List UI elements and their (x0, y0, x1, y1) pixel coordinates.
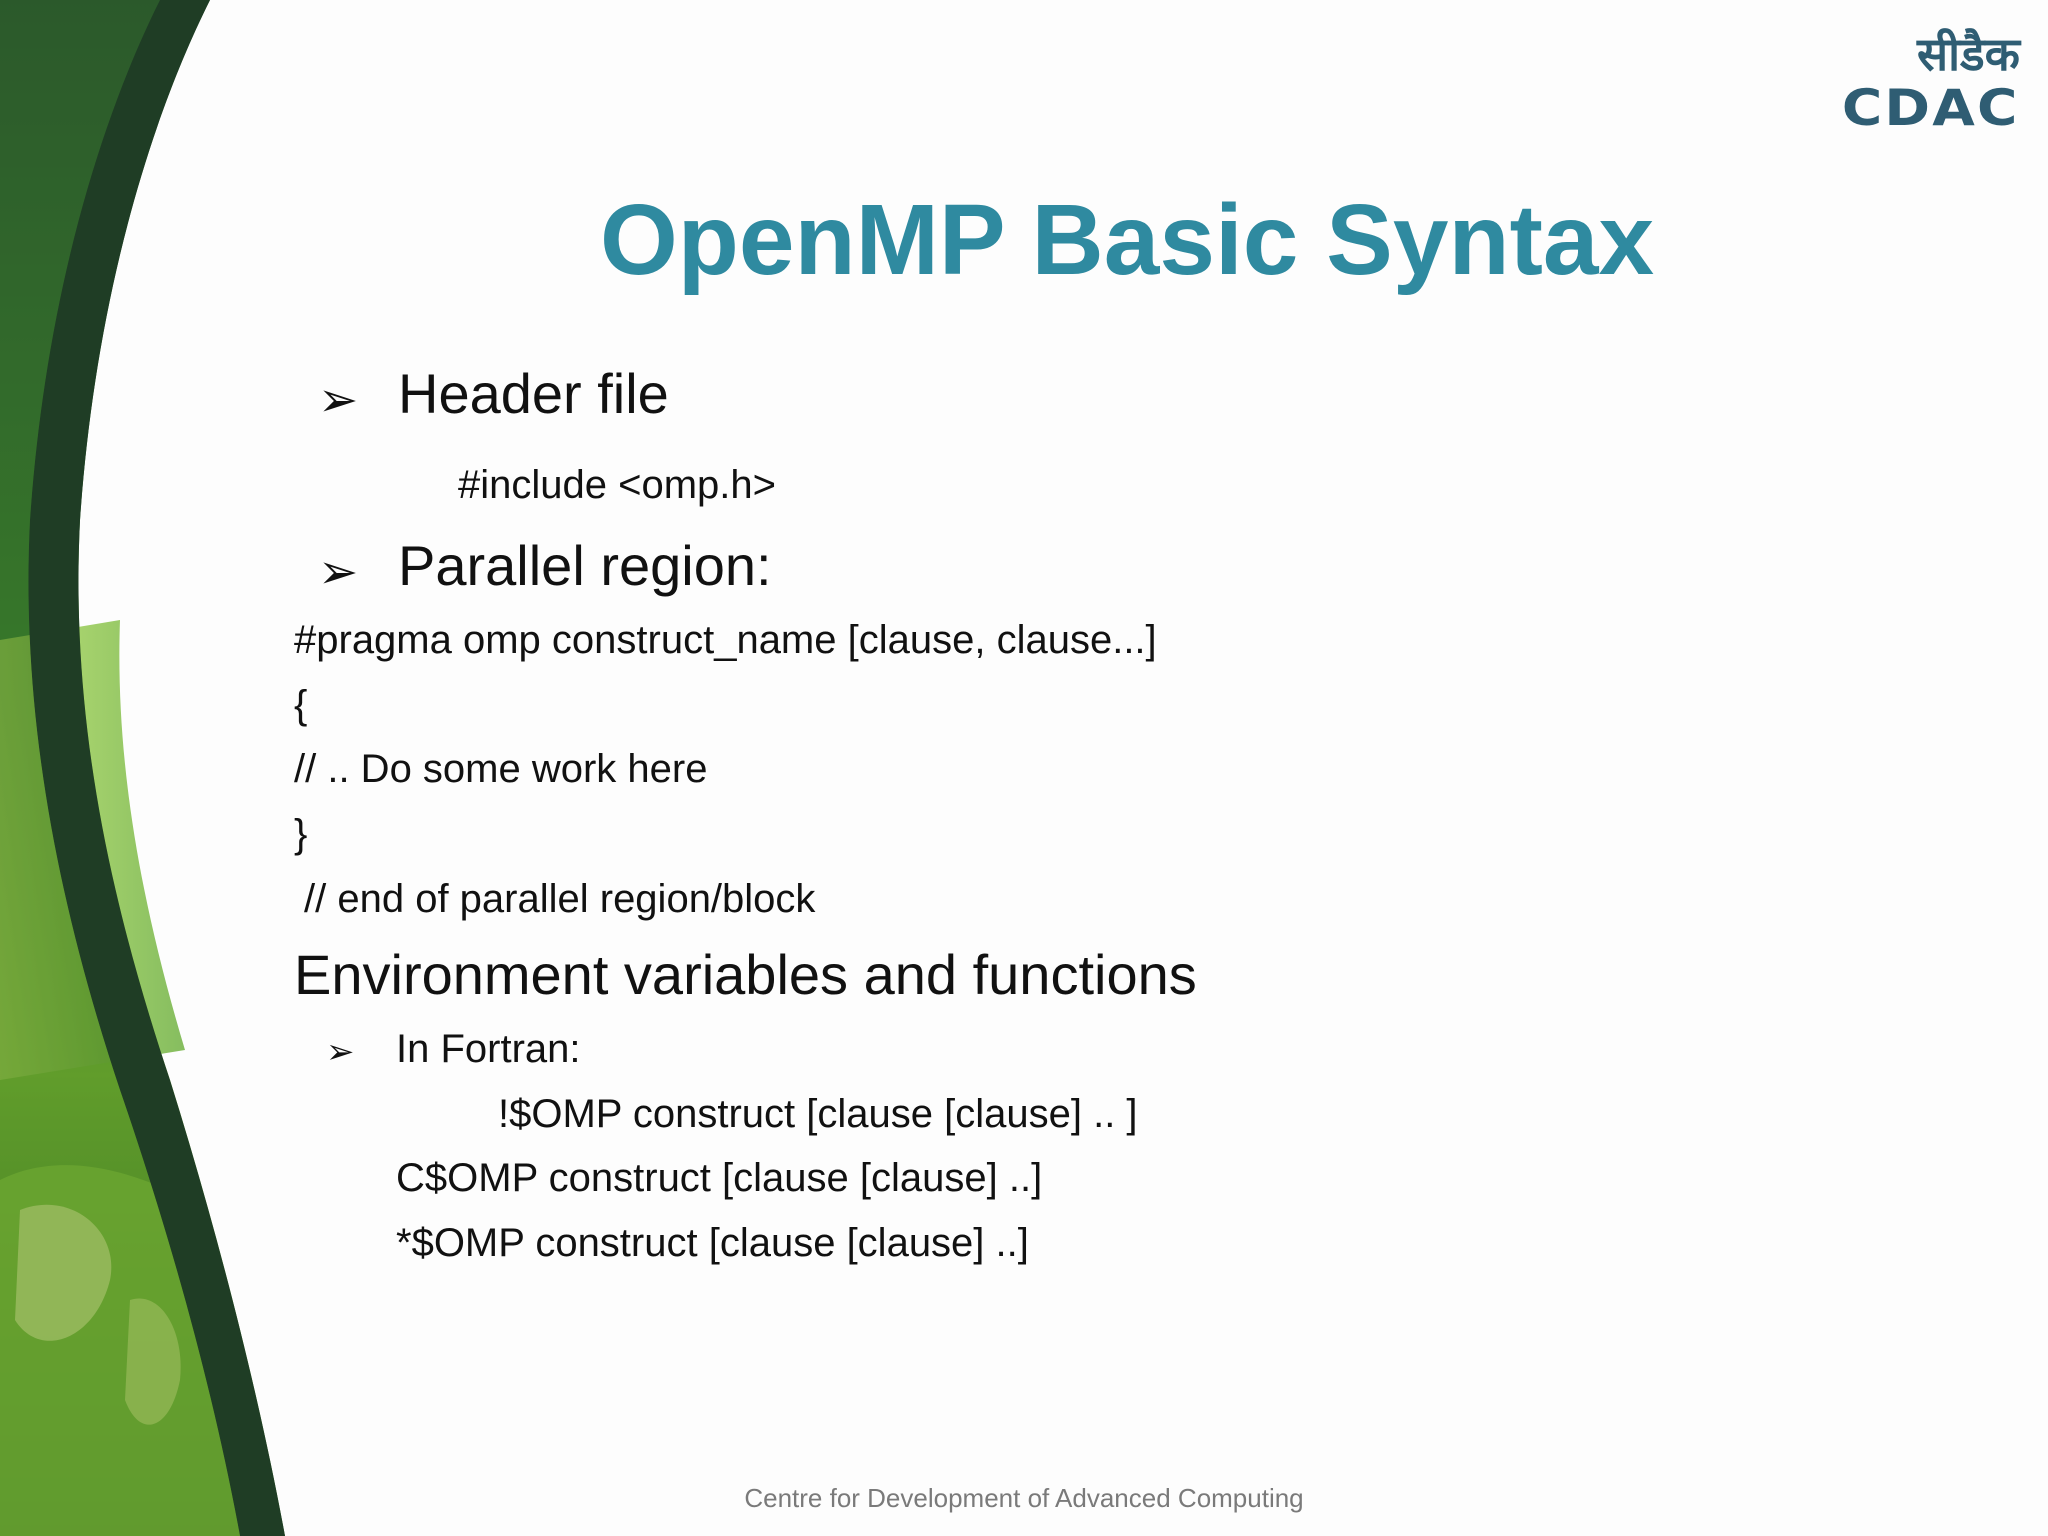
parallel-region-heading: Parallel region: (398, 534, 772, 597)
fortran-line: !$OMP construct [clause [clause] .. ] (498, 1092, 1138, 1136)
code-line: #pragma omp construct_name [clause, clause...] (294, 618, 1157, 662)
fortran-line: C$OMP construct [clause [clause] ..] (396, 1156, 1043, 1200)
bullet-arrow-icon: ➢ (326, 1032, 355, 1072)
header-file-heading: Header file (398, 362, 669, 425)
environment-heading: Environment variables and functions (294, 943, 1197, 1006)
code-line: // .. Do some work here (294, 747, 708, 791)
code-line: } (294, 812, 308, 856)
code-line: { (294, 683, 308, 727)
cdac-logo-latin: CDAC (1842, 79, 2020, 137)
slide-footer: Centre for Development of Advanced Computing (744, 1483, 1304, 1513)
slide-title: OpenMP Basic Syntax (600, 184, 1655, 296)
bullet-arrow-icon: ➢ (318, 544, 359, 600)
cdac-logo-hindi: सीडैक (1917, 27, 2020, 81)
fortran-heading: In Fortran: (396, 1027, 581, 1071)
bullet-arrow-icon: ➢ (318, 372, 359, 428)
fortran-line: *$OMP construct [clause [clause] ..] (396, 1221, 1029, 1265)
header-file-code: #include <omp.h> (458, 463, 777, 507)
cdac-logo (1842, 26, 2020, 137)
code-line: // end of parallel region/block (304, 877, 816, 921)
